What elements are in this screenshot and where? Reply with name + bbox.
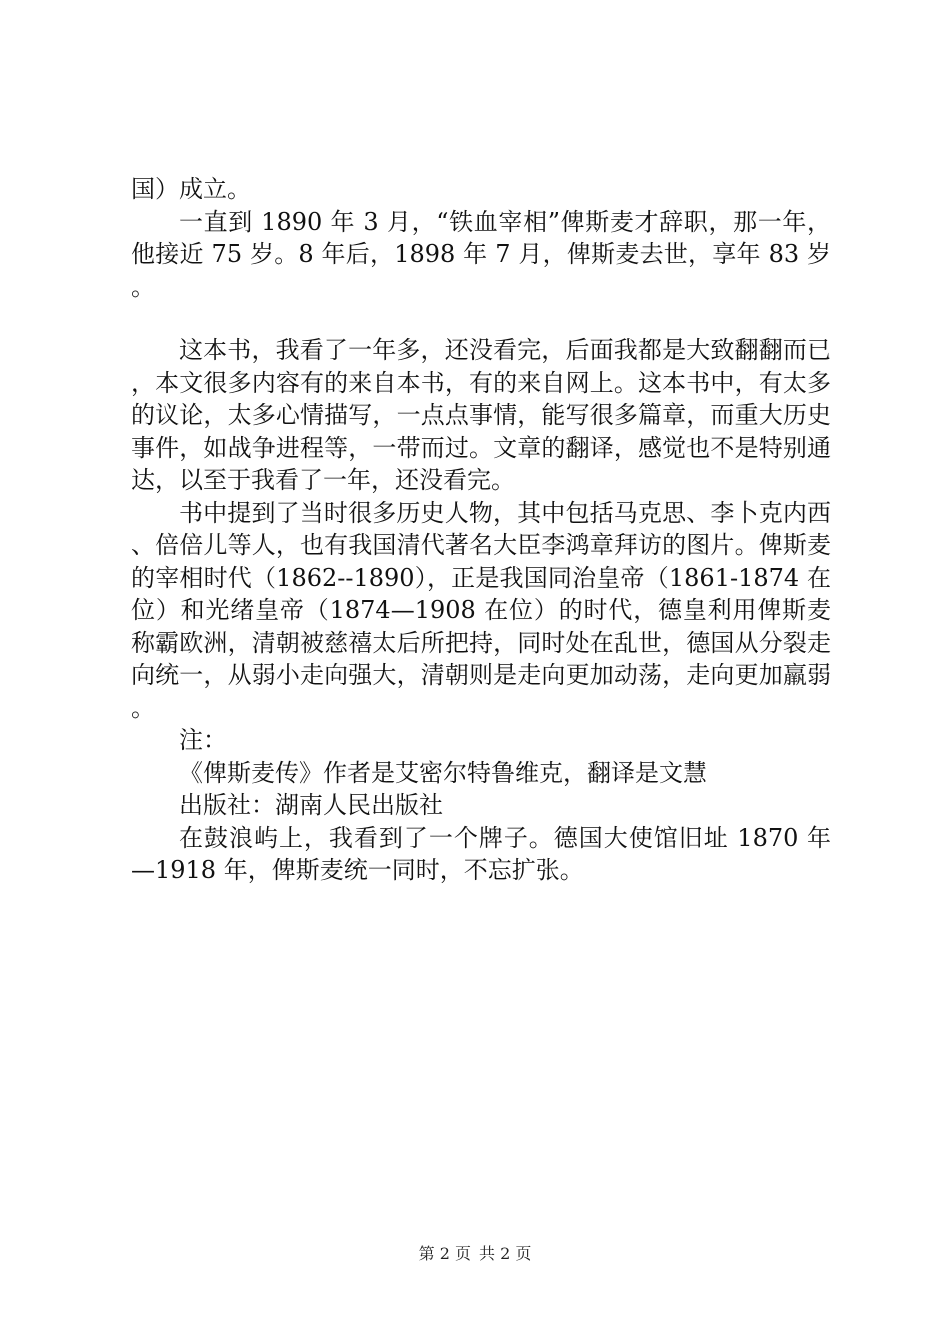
page-total: 共 2 页 [479,1244,532,1263]
paragraph-resignation: 一直到 1890 年 3 月，“铁血宰相”俾斯麦才辞职，那一年，他接近 75 岁。8 年后，1898 年 7 月，俾斯麦去世，享年 83 岁。 [131,207,831,301]
note-publisher: 出版社：湖南人民出版社 [179,791,443,819]
paragraph-gulangyu: 在鼓浪屿上，我看到了一个牌子。德国大使馆旧址 1870 年—1918 年，俾斯麦统一同时，不忘扩张。 [131,823,831,884]
note-heading: 注： [179,726,227,754]
page-footer [0,1244,950,1264]
paragraph-reading-notes: 这本书，我看了一年多，还没看完，后面我都是大致翻翻而已，本文很多内容有的来自本书，有的来自网上。这本书中，有太多的议论，太多心情描写，一点点事情，能写很多篇章，而重大历史事件，如战争进程等，一带而过。文章的翻译，感觉也不是特别通达，以至于我看了一年，还没看完。 [131,336,831,494]
paragraph-continuation: 国）成立。 [131,175,251,203]
page-number: 第 2 页 [418,1244,471,1263]
paragraph-gap [131,303,831,334]
paragraph-historical-figures: 书中提到了当时很多历史人物，其中包括马克思、李卜克内西、倍倍儿等人，也有我国清代著名大臣李鸿章拜访的图片。俾斯麦的宰相时代（1862--1890），正是我国同治皇帝（1861-1874 在位）和光绪皇帝（1874—1908 在位）的时代，德皇利用俾斯麦称霸欧洲，清朝被慈禧太后所把持，同时处在乱世，德国从分裂走向统一，从弱小走向强大，清朝则是走向更加动荡，走向更加羸弱。 [131,498,831,722]
document-body [131,173,831,887]
note-book-author: 《俾斯麦传》作者是艾密尔特鲁维克，翻译是文慧 [179,758,707,787]
